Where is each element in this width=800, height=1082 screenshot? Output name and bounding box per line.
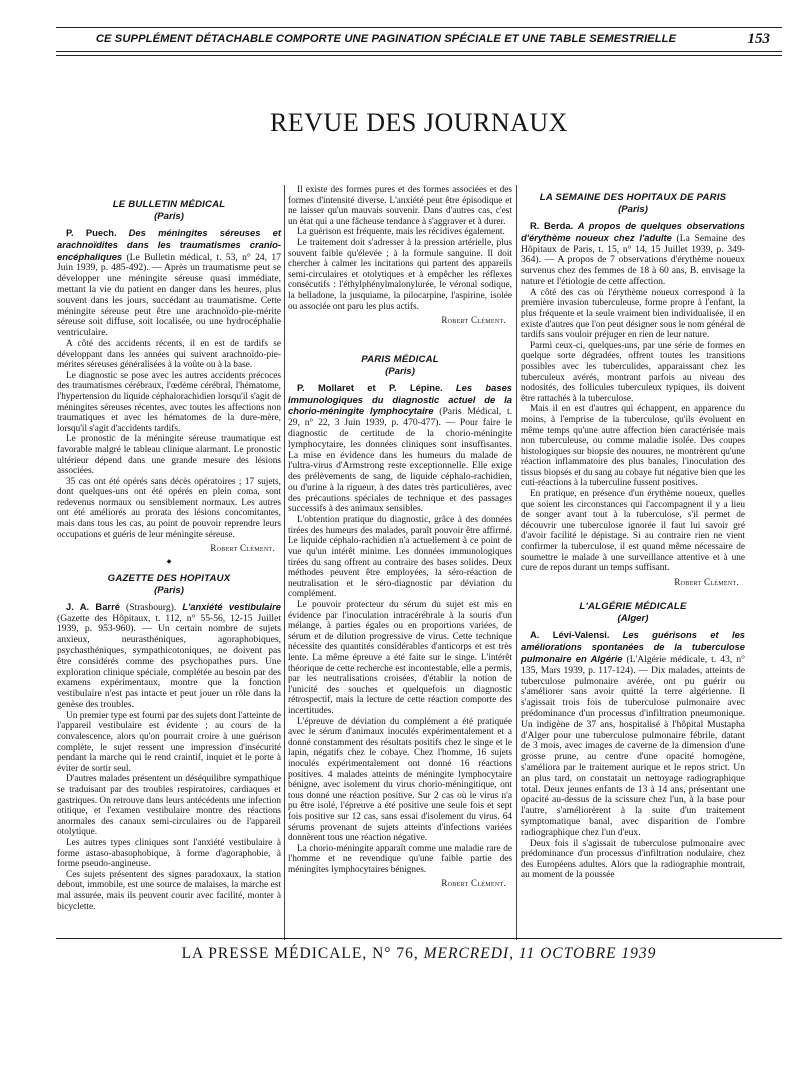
article-source: (La Semaine des Hôpitaux de Paris, t. 15, n° 14, 15 Juillet 1939, p. 349-364). — A propos de 7 observations d'érythème noueux survenus chez des femmes de 18 à 60 ans, B. envisage la nature et l'étiologie de cette affection. <box>521 232 746 287</box>
paragraph: Le pouvoir protecteur du sérum du sujet est mis en évidence par l'inoculation intracérébrale à la souris d'un mélange, à parties égales ou en proportions variées, de sérum et de dilution progressive de virus. Cette technique nécessite des quantités considérables d'anticorps et est très lente. La même épreuve a été faite sur le singe. L'intérêt théorique de cette recherche est incontestable, elle a permis, par les neutralisations croisées, d'établir la notion de l'unicité des souches et quelquefois un diagnostic rétrospectif, mais la lecture de cette réaction comporte des incertitudes. <box>288 600 512 716</box>
article-author: P. Puech. <box>66 227 117 238</box>
article-lead <box>57 228 281 339</box>
article-title: Les bases immunologiques du diagnostic actuel de la chorio-méningite lymphocytaire <box>288 381 513 417</box>
paragraph: Il existe des formes pures et des formes associées et des formes d'intensité diverse. L'anxiété peut être épisodique et ne laisser qu'un mauvais souvenir. Dans d'autres cas, c'est un état qui a une fâcheuse tendance à s'aggraver et à durer. <box>288 185 512 227</box>
paragraph: La guérison est fréquente, mais les récidives également. <box>297 227 505 238</box>
banner-text: CE SUPPLÉMENT DÉTACHABLE COMPORTE UNE PAGINATION SPÉCIALE ET UNE TABLE SEMESTRIELLE <box>95 33 677 45</box>
section-subtitle: (Alger) <box>617 613 649 625</box>
paragraph: Ces sujets présentent des signes paradoxaux, la station debout, immobile, est une source de malaises, la marche est mal assurée, mais ils peuvent courir avec facilité, monter à bicyclette. <box>57 869 281 912</box>
footer-top-rule <box>56 938 782 939</box>
signature: Robert Clément. <box>441 878 506 889</box>
section-title: GAZETTE DES HOPITAUX <box>107 572 231 584</box>
footer-date: MERCREDI, 11 OCTOBRE 1939 <box>423 945 657 962</box>
article-title: L'anxiété vestibulaire <box>182 600 281 612</box>
paragraph: 35 cas ont été opérés sans décès opératoires ; 17 sujets, dont quelques-uns ont été opérés en plein coma, sont redevenus normaux ou sensiblement normaux. Les autres ont été améliorés au prorata des lésions concomitantes, mais dans tous les cas, au point de pouvoir reprendre leurs occupations et guéris de leur méningite séreuse. <box>57 476 281 540</box>
page-number: 153 <box>747 31 770 47</box>
paragraph: L'épreuve de déviation du complément a été pratiquée avec le sérum d'animaux inoculés expérimentalement et a donné constamment des résultats positifs chez le singe et le lapin, négatifs chez le cobaye. Chez l'homme, 16 sujets inoculés expérimentalement ont donné 16 réactions positives. 4 malades atteints de méningite lymphocytaire bénigne, avec isolement du virus chorio-méningitique, ont tous donné une réaction positive. Sur 2 cas où le virus n'a pu être isolé, l'épreuve a été positive une seule fois et sept fois positive sur 12 cas, sans essai d'isolement du virus. 64 sérums provenant de sujets atteints d'infections variées donnèrent tous une réaction négative. <box>288 716 512 844</box>
paragraph: A côté des accidents récents, il en est de tardifs se développant dans les années qui suivent arachnoïdo-pie-mérites séreuses généralisées à la voûte ou à la base. <box>57 338 281 371</box>
article-author: R. Berda. <box>530 220 574 231</box>
page-title: REVUE DES JOURNAUX <box>270 108 568 137</box>
article-title: A propos de quelques observations d'érythème noueux chez l'adulte <box>521 220 745 243</box>
paragraph: Un premier type est fourni par des sujets dont l'atteinte de l'appareil vestibulaire est évidente ; au cours de la convalescence, alors qu'on pourrait croire à une guérison complète, le sujet ressent une impression d'insécurité pendant la marche qui le rend craintif, inquiet et le porte à éviter de sortir seul. <box>57 710 281 774</box>
section-title: PARIS MÉDICAL <box>361 353 439 365</box>
section-subtitle: (Paris) <box>385 365 415 377</box>
signature: Robert Clément. <box>441 315 506 326</box>
article-lead <box>57 602 281 711</box>
section-subtitle: (Paris) <box>618 204 648 215</box>
footer-line <box>56 945 782 963</box>
paragraph: Le diagnostic se pose avec les autres accidents précoces des traumatismes cérébraux, l'œdème cérébral, l'hématome, l'hypertension du liquide céphalorachidien lorsqu'il s'agit de méningites séreuses récentes, avec toutes les affections non traumatiques et avec les hématomes de la dure-mère, lorsqu'il s'agit d'accidents tardifs. <box>57 370 281 434</box>
paragraph: Les autres types cliniques sont l'anxiété vestibulaire à forme astaso-abasophobique, à forme d'agoraphobie, à forme pseudo-angineuse. <box>57 837 281 870</box>
paragraph: A côté des cas où l'érythème noueux correspond à la première invasion tuberculeuse, forme propre à l'enfant, la plus fréquente et la seule vraiment bien individualisée, il en existe d'autres que l'on peut désigner sous le nom général de tardifs sans vouloir préjuger en rien de leur nature. <box>521 287 745 341</box>
article-lead <box>521 630 745 838</box>
footer-journal: LA PRESSE MÉDICALE, <box>181 945 368 962</box>
banner-bottom-rule-2 <box>56 55 782 56</box>
paragraph: Deux fois il s'agissait de tuberculose pulmonaire avec prédominance d'un processus d'infiltration nodulaire, chez des Européens adultes. Alors que la radiographie montrait, au moment de la poussée <box>521 838 745 881</box>
article-title: Les guérisons et les améliorations spontanées de la tuberculose pulmonaire en Algérie <box>521 629 745 664</box>
paragraph: D'autres malades présentent un déséquilibre sympathique se traduisant par des troubles respiratoires, cardiaques et gastriques. On retrouve dans leurs antécédents une infection otitique, et l'examen vestibulaire montre des réactions anormales des canaux semi-circulaires ou de l'appareil otolytique. <box>57 774 281 838</box>
paragraph: En pratique, en présence d'un érythème noueux, quelles que soient les circonstances qui l'accompagnent il y a lieu de songer avant tout à la tuberculose, s'il permet de découvrir une tuberculose ignorée il faut lui savoir gré d'avoir facilité le dépistage. Si au contraire rien ne vient confirmer la tuberculose, il est quand même nécessaire de soumettre le malade à une surveillance attentive et à une cure de repos durant un temps suffisant. <box>521 489 745 574</box>
paragraph: Mais il en est d'autres qui échappent, en apparence du moins, à l'emprise de la tuberculose, qu'ils évoluent en même temps qu'une autre affection bien caractérisée mais non tuberculeuse, ou comme maladie isolée. Des coupes histologiques sur biopsie des nouures, ne montrèrent qu'une réaction inflammatoire des plus banales, l'inoculation des tissus biopsés et du sang au cobaye fut négative bien que les cuti-réactions à la tuberculine fussent positives. <box>521 404 745 489</box>
section-title: LE BULLETIN MÉDICAL <box>112 199 226 210</box>
signature: Robert Clément. <box>210 543 275 554</box>
column-3 <box>521 185 745 881</box>
section-title: LA SEMAINE DES HOPITAUX DE PARIS <box>539 192 727 203</box>
section-subtitle: (Paris) <box>154 211 184 222</box>
footer-issue: N° 76, <box>372 945 419 962</box>
column-1 <box>57 185 281 912</box>
column-2 <box>288 185 512 889</box>
paragraph: Le pronostic de la méningite séreuse traumatique est favorable malgré le tableau clinique alarmant. Le pronostic ultérieur dépend dans une grande mesure des lésions associées. <box>57 434 281 477</box>
article-source: (Le Bulletin médical, t. 53, n° 24, 17 Juin 1939, p. 485-492). — Après un traumatisme peut se développer une méningite séreuse quasi immédiate, mettant la vie du patient en danger dans les heures, plus souvent dans les jours, succédant au traumatisme. Cette méningite séreuse peut être une arachnoïdo-pie-mérite séreuse soit diffuse, soit localisée, ou une hydrocéphalie ventriculaire. <box>57 251 281 339</box>
column-divider-1 <box>284 185 285 940</box>
paragraph: Le traitement doit s'adresser à la pression artérielle, plus souvent faible qu'élevée ; à la formule sanguine. Il doit chercher à calmer les incitations qui partent des appareils semi-circulaires et otolytiques et à empêcher les réflexes consécutifs : l'éthylphénylmalonylurée, le véronal sodique, la belladone, la jusquiame, la pilocarpine, l'aspirine, isolée ou associée ont paru les plus actifs. <box>288 237 512 312</box>
article-source: (L'Algérie médicale, t. 43, n° 135, Mars 1939, p. 117-124). — Dix malades, atteints de tuberculose pulmonaire avérée, ont pu guérir ou s'améliorer sans avoir quitté la terre algérienne. Il s'agissait trois fois de tuberculose pulmonaire avec prédominance d'un processus d'infiltration pneumonique. Un indigène de 37 ans, hospitalisé à l'hôpital Mustapha d'Alger pour une tuberculose pulmonaire fébrile, datant de 3 mois, avec images de caverne de la dimension d'une grosse prune, au centre d'une opacité homogène, s'améliora par le traitement aurique et le repos strict. Un an plus tard, on constatait un nettoyage radiographique total. Deux jeunes enfants de 13 à 14 ans, présentant une opacité au-dessus de la scissure chez l'un, à la base pour l'autre, s'améliorèrent à la suite d'un traitement symptomatique banal, avec disparition de l'ombre radiographique chez l'un d'eux. <box>521 654 745 838</box>
article-author-affiliation: (Strasbourg). <box>126 601 177 613</box>
separator-ornament: ◆ <box>166 558 172 565</box>
article-title: Des méningites séreuses et arachnoïdites dans les traumatismes cranio-encéphaliques <box>57 227 282 262</box>
section-subtitle: (Paris) <box>154 584 184 596</box>
article-author: A. Lévi-Valensi. <box>530 629 610 641</box>
article-source: (Paris Médical, t. 29, n° 22, 3 Juin 1939, p. 470-477). — Pour faire le diagnostic de certitude de la chorio-méningite lymphocytaire, les données cliniques sont insuffisantes. La mise en évidence dans les humeurs du malade de l'ultra-virus d'Armstrong reste exceptionnelle. Elle exige des prélèvements de sang, de liquide céphalo-rachidien, ou d'urine à la rigueur, à des dates très particulières, avec des précautions spéciales de technique et des passages successifs à des animaux sensibles. <box>288 406 513 515</box>
paragraph: Parmi ceux-ci, quelques-uns, par une série de formes en quelque sorte dégradées, offrent toutes les transitions possibles avec les tuberculides, apparaissant chez les tuberculeux avérés, montrant parfois au niveau des nodosités, des follicules tuberculeux typiques, ils doivent être rattachés à la tuberculose. <box>521 340 745 404</box>
top-rule <box>56 27 782 28</box>
article-author: J. A. Barré <box>66 600 120 612</box>
column-divider-2 <box>516 185 517 940</box>
banner-bottom-rule <box>56 51 782 52</box>
article-lead <box>288 383 512 516</box>
article-source: (Gazette des Hôpitaux, t. 112, n° 55-56, 12-15 Juillet 1939, p. 953-960). — Un certain nombre de sujets anxieux, neurasthéniques, agoraphobiques, psychasthéniques, sympathicotoniques, ne doivent pas être considérés comme des psychopathes purs. Une exploration clinique spéciale, complétée au besoin par des examens expérimentaux, montre que la fonction vestibulaire n'est pas intacte et peut jouer un rôle dans la genèse des troubles. <box>57 612 281 711</box>
article-author: P. Mollaret et P. Lépine. <box>297 381 443 393</box>
article-lead <box>521 221 745 288</box>
paragraph: La chorio-méningite apparaît comme une maladie rare de l'homme et ne revendique qu'une faible partie des méningites lymphocytaires bénignes. <box>288 843 512 875</box>
paragraph: L'obtention pratique du diagnostic, grâce à des données tirées des humeurs des malades, paraît pouvoir être affirmé. Le liquide céphalo-rachidien n'a actuellement à ce point de vue qu'un intérêt minime. Les données immunologiques tirées du sang offrent au contraire des bases solides. Deux méthodes peuvent être employées, la séro-réaction de neutralisation et le séro-diagnostic par déviation du complément. <box>288 515 512 600</box>
signature: Robert Clément. <box>674 576 739 587</box>
section-title: L'ALGÉRIE MÉDICALE <box>579 601 687 613</box>
